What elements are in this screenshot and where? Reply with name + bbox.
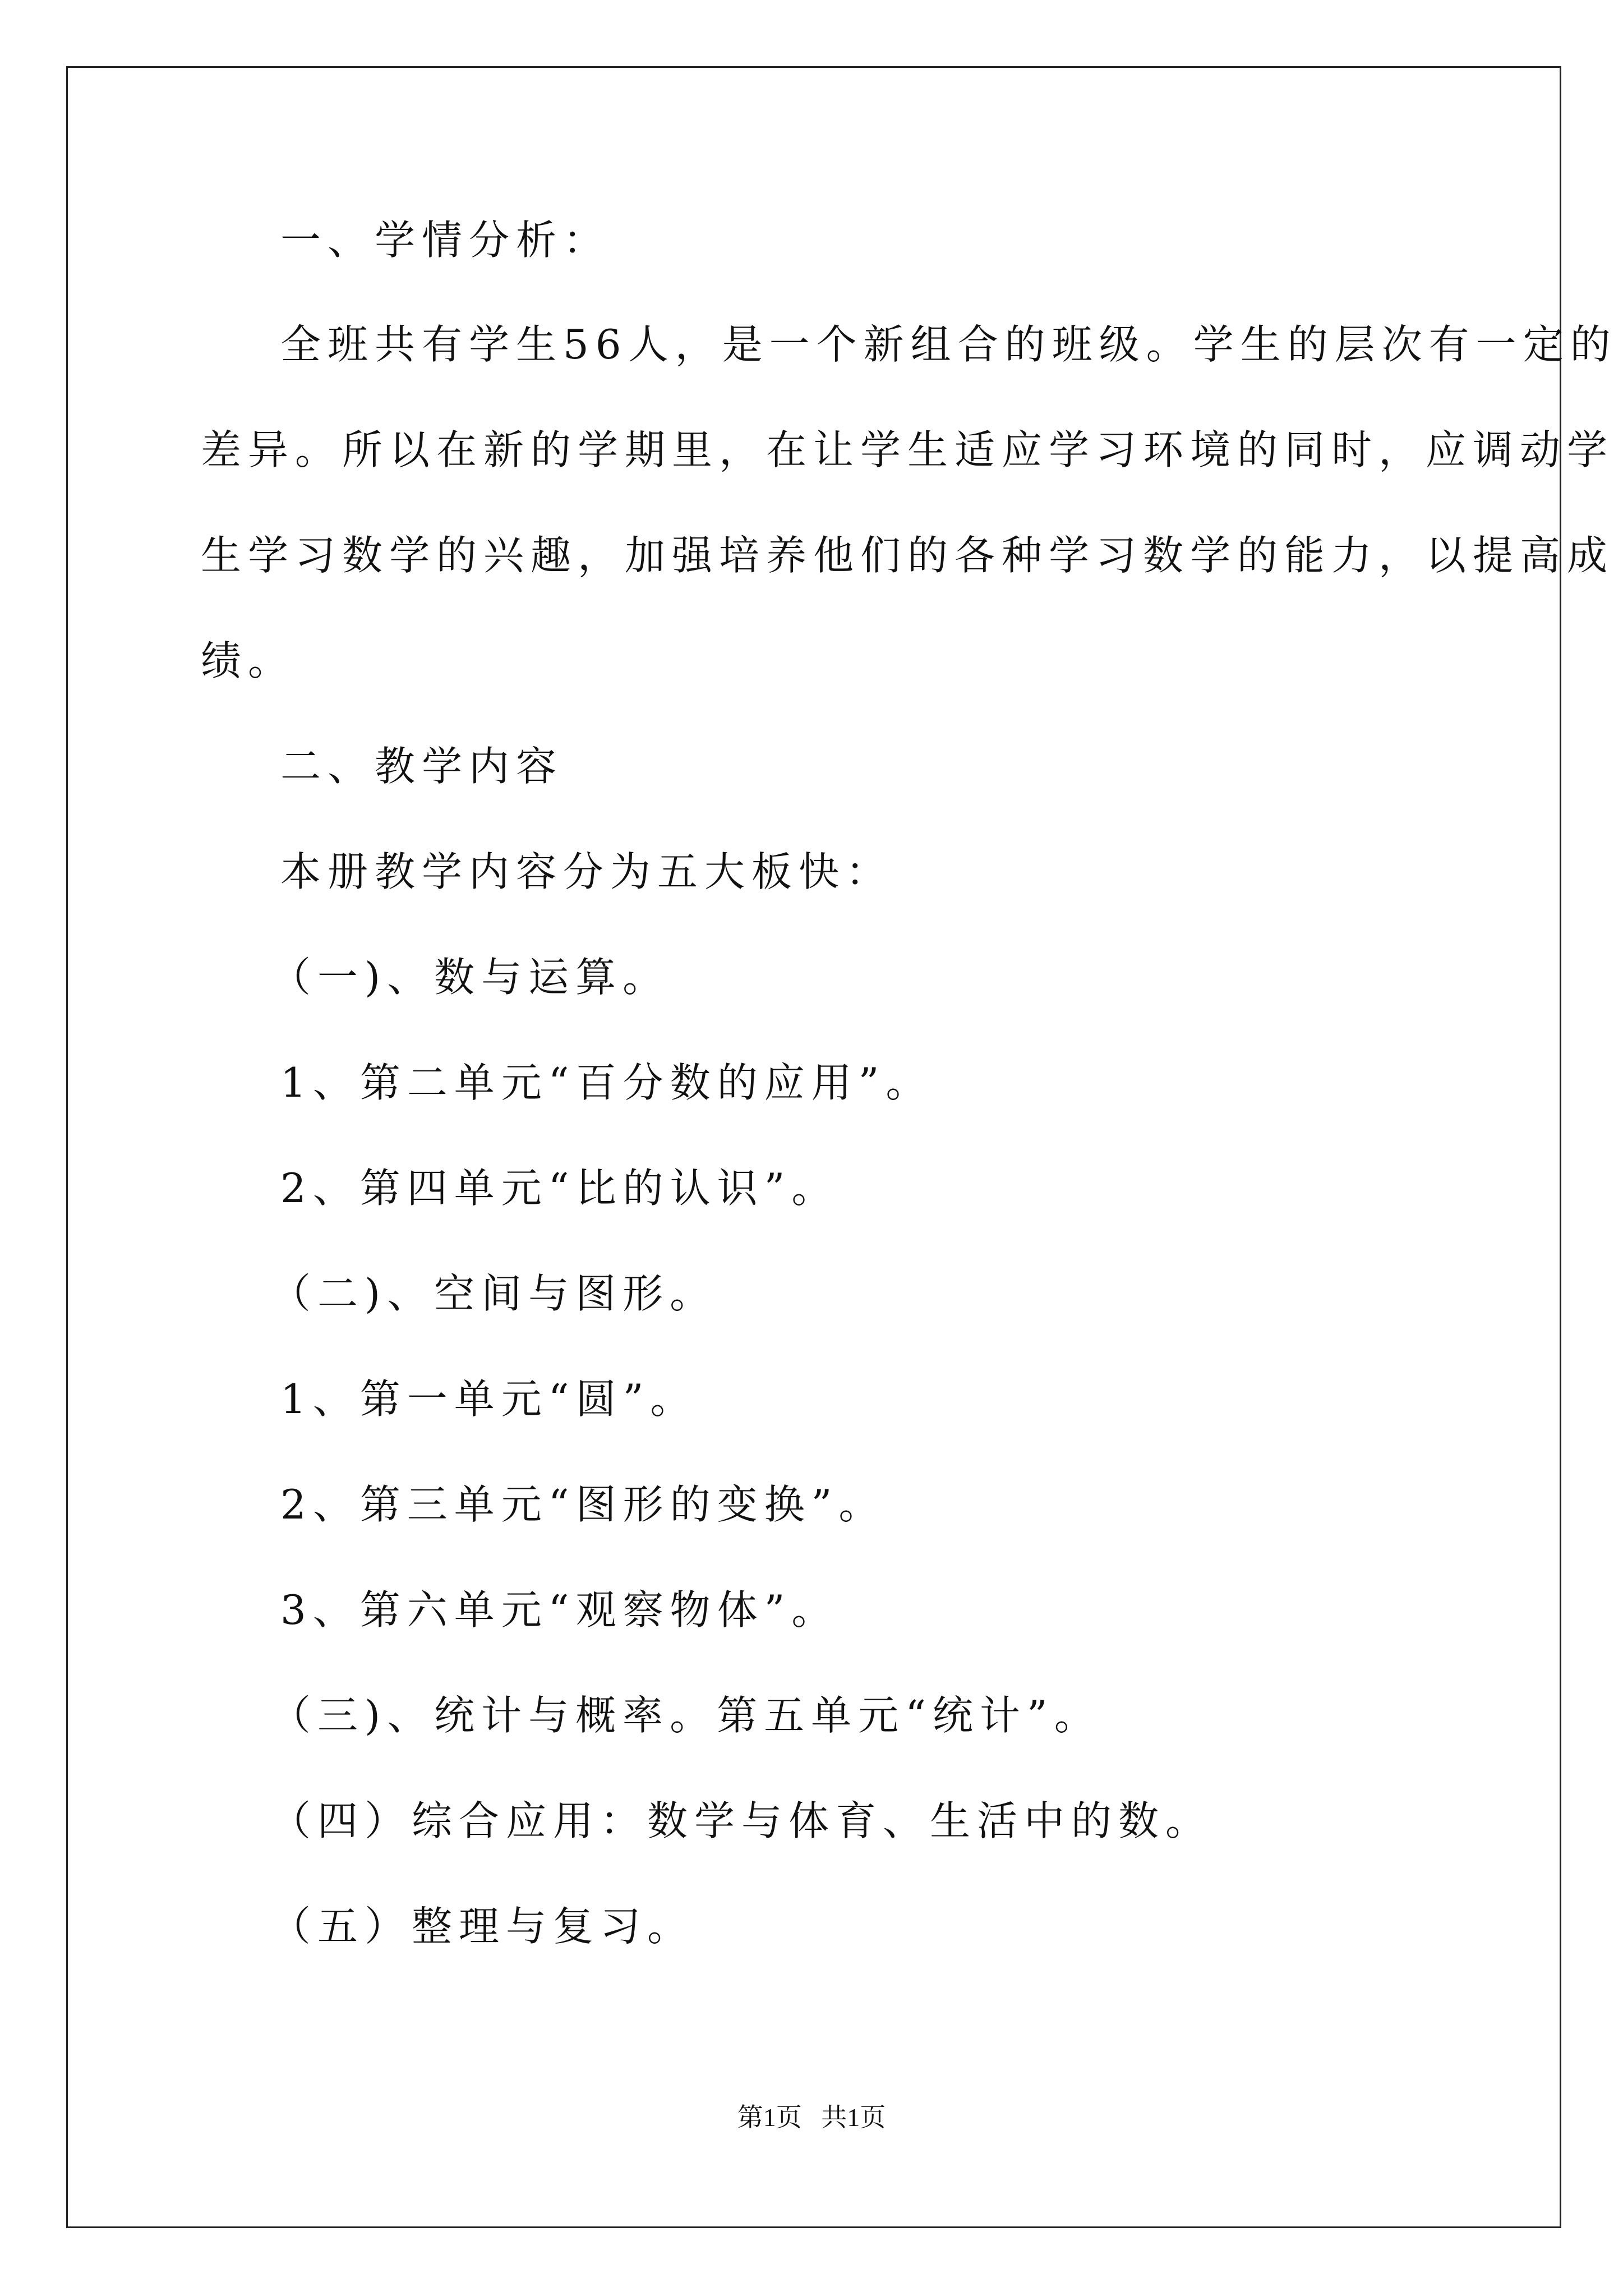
list-item: （三)、统计与概率。第五单元“统计”。 xyxy=(270,1692,1101,1739)
list-item: （四）综合应用：数学与体育、生活中的数。 xyxy=(270,1797,1213,1844)
section-heading-2: 二、教学内容 xyxy=(280,743,564,790)
page-footer: 第1页 共1页 xyxy=(737,2103,886,2132)
section-intro: 本册教学内容分为五大板快： xyxy=(280,848,893,895)
list-item: 2、第三单元“图形的变换”。 xyxy=(280,1481,886,1528)
section-heading-1: 一、学情分析： xyxy=(280,217,611,264)
list-item: 1、第一单元“圆”。 xyxy=(280,1375,698,1423)
paragraph-line: 生学习数学的兴趣，加强培养他们的各种学习数学的能力，以提高成 xyxy=(201,532,1615,579)
list-item: （二)、空间与图形。 xyxy=(270,1270,717,1317)
list-item: 2、第四单元“比的认识”。 xyxy=(280,1165,839,1212)
list-item: （一)、数与运算。 xyxy=(270,954,670,1001)
paragraph-line: 绩。 xyxy=(201,637,296,684)
list-item: 1、第二单元“百分数的应用”。 xyxy=(280,1059,933,1106)
paragraph-line: 差异。所以在新的学期里，在让学生适应学习环境的同时，应调动学 xyxy=(201,426,1615,473)
list-item: 3、第六单元“观察物体”。 xyxy=(280,1586,839,1634)
paragraph-line: 全班共有学生56人，是一个新组合的班级。学生的层次有一定的 xyxy=(280,321,1617,368)
list-item: （五）整理与复习。 xyxy=(270,1903,695,1950)
